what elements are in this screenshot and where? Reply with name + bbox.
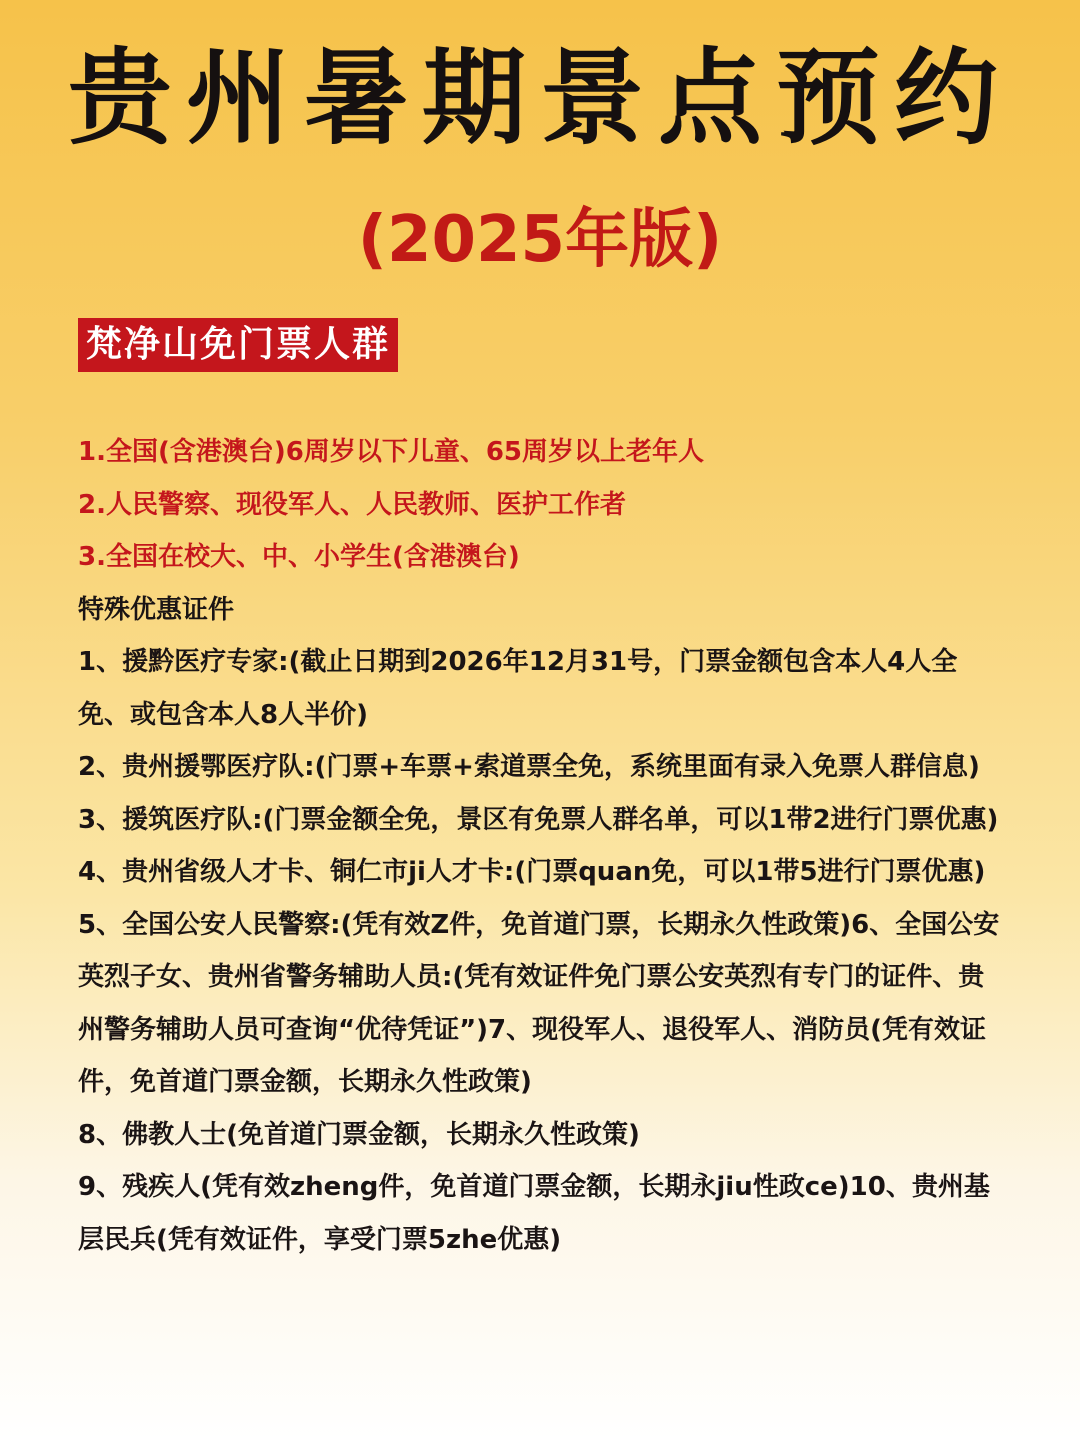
- special-item: 1、援黔医疗专家:(截止日期到2026年12月31号，门票金额包含本人4人全免、或包含本人8人半价): [78, 647, 958, 730]
- special-heading: 特殊优惠证件: [78, 594, 235, 625]
- special-item: 5、全国公安人民警察:(凭有效Z件，免首道门票，长期永久性政策)6、全国公安英烈子女、贵州省警务辅助人员:(凭有效证件免门票公安英烈有专门的证件、贵州警务辅助人员可查询“优待凭证”)7、现役军人、退役军人、消防员(凭有效证件，免首道门票金额，长期永久性政策): [78, 909, 1000, 1097]
- red-item: 1.全国(含港澳台)6周岁以下儿童、65周岁以上老年人: [78, 437, 705, 467]
- special-item: 3、援筑医疗队:(门票金额全免，景区有免票人群名单，可以1带2进行门票优惠): [78, 804, 999, 835]
- special-item: 4、贵州省级人才卡、铜仁市ji人才卡:(门票quan免，可以1带5进行门票优惠): [78, 857, 986, 887]
- special-item: 2、贵州援鄂医疗队:(门票+车票+索道票全免，系统里面有录入免票人群信息): [78, 752, 980, 782]
- red-item: 2.人民警察、现役军人、人民教师、医护工作者: [78, 489, 626, 520]
- section-tag: 梵净山免门票人群: [78, 318, 398, 372]
- special-item: 9、残疾人(凭有效zheng件，免首道门票金额，长期永jiu性政ce)10、贵州基层民兵(凭有效证件，享受门票5zhe优惠): [78, 1172, 990, 1255]
- page-title: 贵州暑期景点预约: [67, 37, 1012, 159]
- red-item: 3.全国在校大、中、小学生(含港澳台): [78, 542, 520, 572]
- special-item: 8、佛教人士(免首道门票金额，长期永久性政策): [78, 1119, 640, 1150]
- content-body: [78, 426, 1002, 1266]
- page-subtitle: (2025年版): [357, 203, 723, 277]
